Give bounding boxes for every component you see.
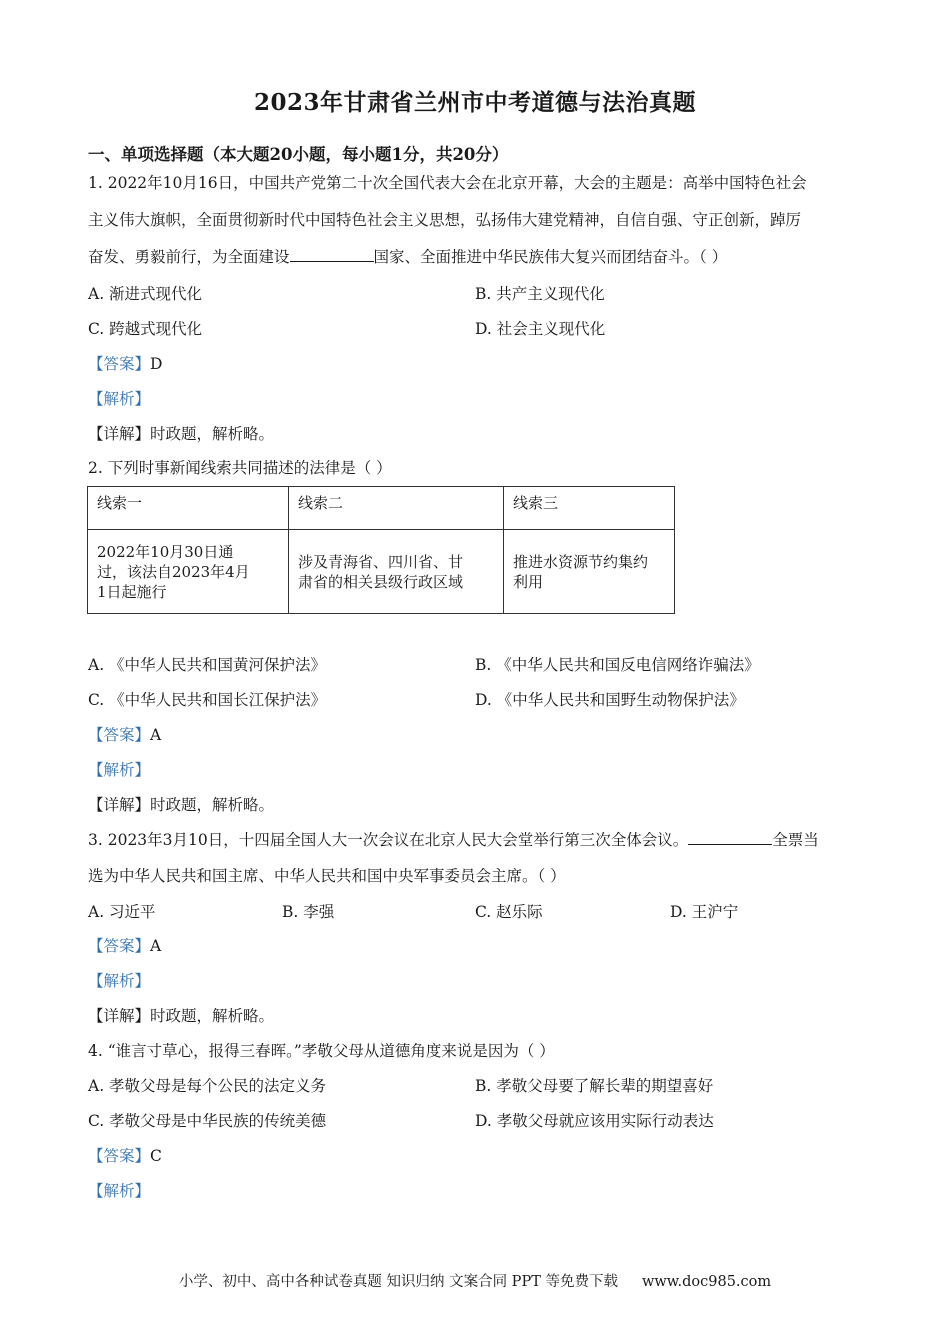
q1-analysis-tag: 【解析】 [88,390,151,408]
q1-stem-line2: 主义伟大旗帜，全面贯彻新时代中国特色社会主义思想，弘扬伟大建党精神，自信自强、守正创新，踔厉 [88,211,802,229]
q4-option-d: D. 孝敬父母就应该用实际行动表达 [475,1112,714,1130]
clue-header-3: 线索三 [504,487,675,530]
clue-cell-2-line1: 涉及青海省、四川省、甘 [298,552,464,571]
clue-cell-1-line1: 2022年10月30日通 [97,542,234,561]
q1-option-c: C. 跨越式现代化 [88,320,203,338]
q3-option-c: C. 赵乐际 [475,903,543,921]
q1-stem-line1: 1. 2022年10月16日，中国共产党第二十次全国代表大会在北京开幕，大会的主题是：高举中国特色社会 [88,174,807,192]
answer-tag: 【答案】 [88,937,151,955]
q2-stem: 2. 下列时事新闻线索共同描述的法律是（ ） [88,459,392,477]
q3-stem-line1-b: 全票当 [772,831,819,849]
q4-analysis-tag: 【解析】 [88,1182,151,1200]
fill-blank [290,247,374,262]
q1-stem-line3-b: 国家、全面推进中华民族伟大复兴而团结奋斗。（ ） [373,248,728,266]
clue-table-row [88,530,675,614]
clue-cell-1-line2: 过，该法自2023年4月 [97,562,250,581]
q3-stem-line1-a: 3. 2023年3月10日，十四届全国人大一次会议在北京人民大会堂举行第三次全体会议。 [88,831,689,849]
clue-cell-1-line3: 1日起施行 [97,582,167,601]
answer-value: A [150,937,162,955]
answer-value: D [150,355,163,373]
q2-option-b: B. 《中华人民共和国反电信网络诈骗法》 [475,656,760,674]
q4-option-b: B. 孝敬父母要了解长辈的期望喜好 [475,1077,714,1095]
q1-option-a: A. 渐进式现代化 [88,285,203,303]
q4-stem: 4. “谁言寸草心，报得三春晖。”孝敬父母从道德角度来说是因为（ ） [88,1042,555,1060]
fill-blank [688,830,772,845]
q1-stem-line3-a: 奋发、勇毅前行，为全面建设 [88,248,290,266]
answer-value: C [150,1147,162,1165]
clue-cell-3 [504,530,675,614]
q3-answer [88,934,161,956]
q4-option-a: A. 孝敬父母是每个公民的法定义务 [88,1077,327,1095]
section-heading: 一、单项选择题（本大题20小题，每小题1分，共20分） [88,145,509,164]
answer-tag: 【答案】 [88,726,151,744]
q2-answer [88,723,161,745]
q2-option-a: A. 《中华人民共和国黄河保护法》 [88,656,327,674]
q1-stem-line3 [88,245,727,267]
clue-cell-1 [88,530,289,614]
q3-detail: 【详解】时政题，解析略。 [88,1007,275,1025]
page-title: 2023年甘肃省兰州市中考道德与法治真题 [253,89,696,116]
clue-header-1: 线索一 [88,487,289,530]
clue-header-2: 线索二 [289,487,504,530]
q2-analysis-tag: 【解析】 [88,761,151,779]
answer-tag: 【答案】 [88,1147,151,1165]
q1-option-b: B. 共产主义现代化 [475,285,605,303]
q3-option-b: B. 李强 [282,903,335,921]
clue-table [87,486,675,614]
q3-option-a: A. 习近平 [88,903,156,921]
q4-answer [88,1144,162,1166]
answer-tag: 【答案】 [88,355,151,373]
q4-option-c: C. 孝敬父母是中华民族的传统美德 [88,1112,327,1130]
clue-cell-2-line2: 肃省的相关县级行政区域 [298,572,464,591]
clue-cell-3-line2: 利用 [513,572,544,591]
q3-option-d: D. 王沪宁 [670,903,739,921]
q1-option-d: D. 社会主义现代化 [475,320,606,338]
q3-stem-line2: 选为中华人民共和国主席、中华人民共和国中央军事委员会主席。（ ） [88,867,566,885]
clue-table-header-row [88,487,675,530]
clue-cell-3-line1: 推进水资源节约集约 [513,552,649,571]
q2-option-c: C. 《中华人民共和国长江保护法》 [88,691,327,709]
q1-answer [88,352,162,374]
q2-detail: 【详解】时政题，解析略。 [88,796,275,814]
q3-analysis-tag: 【解析】 [88,972,151,990]
clue-cell-2 [289,530,504,614]
q1-detail: 【详解】时政题，解析略。 [88,425,275,443]
q2-option-d: D. 《中华人民共和国野生动物保护法》 [475,691,745,709]
q3-stem-line1 [88,828,819,850]
footer-text: 小学、初中、高中各种试卷真题 知识归纳 文案合同 PPT 等免费下载 [178,1274,618,1290]
page-footer [0,1270,950,1291]
answer-value: A [150,726,162,744]
footer-site-link[interactable]: www.doc985.com [641,1274,772,1290]
